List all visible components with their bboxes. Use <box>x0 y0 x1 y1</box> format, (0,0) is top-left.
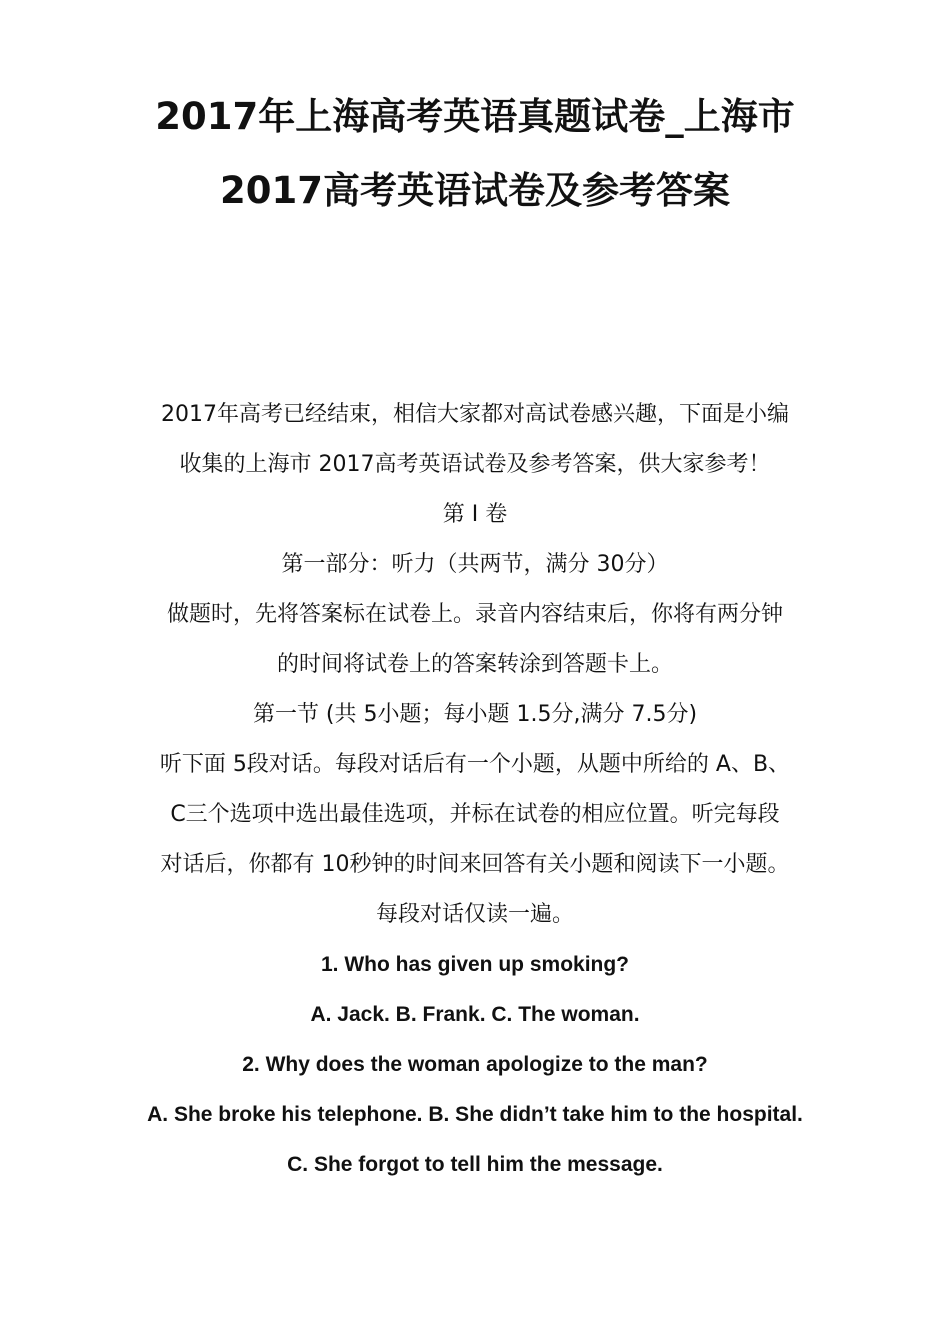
question-2-options-line-2: C. She forgot to tell him the message. <box>287 1153 663 1176</box>
section1-instructions-line-2: C三个选项中选出最佳选项，并标在试卷的相应位置。听完每段 <box>170 802 780 827</box>
question-2-text: 2. Why does the woman apologize to the man? <box>242 1053 708 1076</box>
volume-heading: 第 I 卷 <box>442 502 508 527</box>
question-1-options: A. Jack. B. Frank. C. The woman. <box>310 1003 640 1026</box>
document-title-line-1: 2017年上海高考英语真题试卷_上海市 <box>155 95 795 138</box>
part1-heading: 第一部分：听力（共两节，满分 30分） <box>281 552 669 577</box>
section1-instructions-line-3: 对话后，你都有 10秒钟的时间来回答有关小题和阅读下一小题。 <box>160 852 790 877</box>
part1-instructions-line-2: 的时间将试卷上的答案转涂到答题卡上。 <box>276 652 673 677</box>
part1-instructions-line-1: 做题时，先将答案标在试卷上。录音内容结束后，你将有两分钟 <box>166 602 783 627</box>
document-title-line-2: 2017高考英语试卷及参考答案 <box>220 169 730 212</box>
intro-paragraph-line-2: 收集的上海市 2017高考英语试卷及参考答案，供大家参考！ <box>179 452 771 477</box>
section1-instructions-line-4: 每段对话仅读一遍。 <box>375 902 574 927</box>
question-1-text: 1. Who has given up smoking? <box>320 953 630 976</box>
question-2-options-line-1: A. She broke his telephone. B. She didn’t take him to the hospital. <box>147 1103 803 1126</box>
intro-paragraph-line-1: 2017年高考已经结束，相信大家都对高试卷感兴趣，下面是小编 <box>161 402 789 427</box>
section1-instructions-line-1: 听下面 5段对话。每段对话后有一个小题，从题中所给的 A、B、 <box>159 752 791 777</box>
section1-heading: 第一节 (共 5小题；每小题 1.5分,满分 7.5分) <box>252 702 698 727</box>
